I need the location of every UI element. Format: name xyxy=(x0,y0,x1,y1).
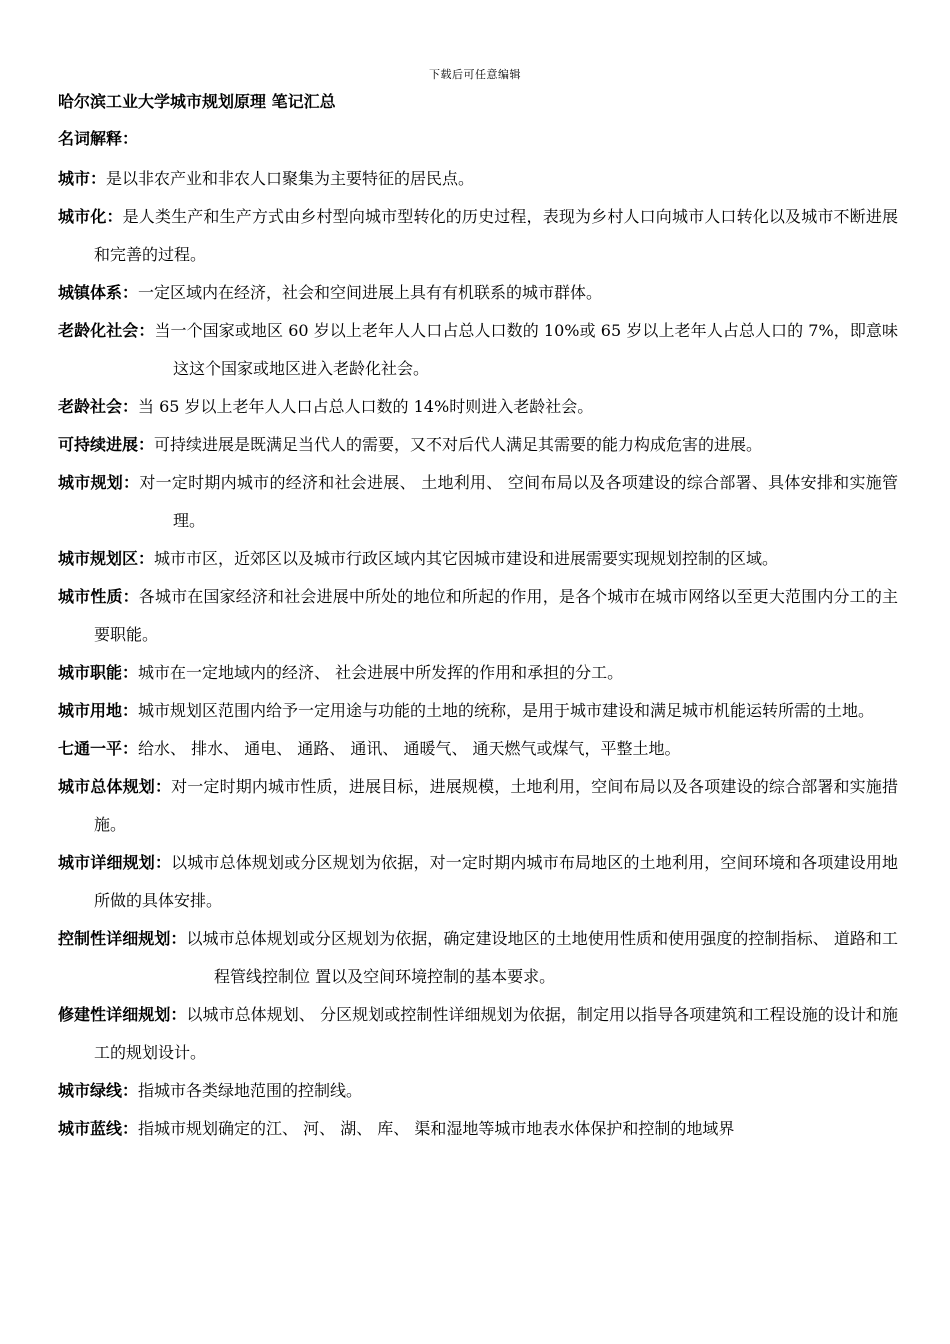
definition-text: 是人类生产和生产方式由乡村型向城市型转化的历史过程，表现为乡村人口向城市人口转化以及城市不断进展和完善的过程。 xyxy=(94,207,898,264)
definition-term: 老龄社会： xyxy=(58,397,139,416)
definition-entry xyxy=(58,578,898,654)
definition-text: 可持续进展是既满足当代人的需要，又不对后代人满足其需要的能力构成危害的进展。 xyxy=(154,435,763,454)
definition-text: 给水、 排水、 通电、 通路、 通讯、 通暖气、 通天燃气或煤气，平整土地。 xyxy=(138,739,681,758)
definition-term: 城市性质： xyxy=(58,587,139,606)
definition-entry xyxy=(58,1110,898,1148)
definition-text: 对一定时期内城市的经济和社会进展、 土地利用、 空间布局以及各项建设的综合部署、具体安排和实施管理。 xyxy=(139,473,898,530)
document-title: 哈尔滨工业大学城市规划原理 笔记汇总 xyxy=(58,92,336,111)
definition-term: 城市规划： xyxy=(58,473,140,492)
definition-entry xyxy=(58,920,898,996)
definition-entry xyxy=(58,692,898,730)
definition-text: 以城市总体规划或分区规划为依据，确定建设地区的土地使用性质和使用强度的控制指标、 道路和工程管线控制位 置以及空间环境控制的基本要求。 xyxy=(186,929,898,986)
definition-text: 当 65 岁以上老年人人口占总人口数的 14%时则进入老龄社会。 xyxy=(138,397,594,416)
definition-entry xyxy=(58,540,898,578)
definition-text: 指城市规划确定的江、 河、 湖、 库、 渠和湿地等城市地表水体保护和控制的地域界 xyxy=(138,1119,735,1138)
definition-text: 城市规划区范围内给予一定用途与功能的土地的统称，是用于城市建设和满足城市机能运转所需的土地。 xyxy=(138,701,875,720)
definition-term: 城镇体系： xyxy=(58,283,139,302)
definition-term: 城市化： xyxy=(58,207,123,226)
definition-term: 七通一平： xyxy=(58,739,139,758)
definition-entry xyxy=(58,274,898,312)
definition-term: 城市职能： xyxy=(58,663,139,682)
definition-text: 对一定时期内城市性质，进展目标，进展规模，土地利用，空间布局以及各项建设的综合部署和实施措施。 xyxy=(94,777,898,834)
section-heading: 名词解释： xyxy=(58,129,139,148)
definition-term: 城市： xyxy=(58,169,107,188)
definition-text: 是以非农产业和非农人口聚集为主要特征的居民点。 xyxy=(106,169,475,188)
definition-term: 可持续进展： xyxy=(58,435,155,454)
definition-term: 老龄化社会： xyxy=(58,321,155,340)
definition-term: 城市绿线： xyxy=(58,1081,139,1100)
definition-term: 城市蓝线： xyxy=(58,1119,139,1138)
definition-term: 城市规划区： xyxy=(58,549,155,568)
definition-entry xyxy=(58,312,898,388)
definition-entry xyxy=(58,160,898,198)
header-note: 下载后可任意编辑 xyxy=(429,68,521,81)
definition-entry xyxy=(58,198,898,274)
definition-entry xyxy=(58,1072,898,1110)
definition-entry xyxy=(58,654,898,692)
definition-text: 各城市在国家经济和社会进展中所处的地位和所起的作用，是各个城市在城市网络以至更大范围内分工的主要职能。 xyxy=(94,587,898,644)
definition-entry xyxy=(58,996,898,1072)
definition-text: 当一个国家或地区 60 岁以上老年人人口占总人口数的 10%或 65 岁以上老年人占总人口的 7%，即意味这这个国家或地区进入老龄化社会。 xyxy=(154,321,898,378)
definition-text: 城市市区，近郊区以及城市行政区域内其它因城市建设和进展需要实现规划控制的区域。 xyxy=(154,549,779,568)
definition-entry xyxy=(58,464,898,540)
definition-term: 城市详细规划： xyxy=(58,853,172,872)
definition-entry xyxy=(58,426,898,464)
definition-term: 城市总体规划： xyxy=(58,777,172,796)
definition-term: 城市用地： xyxy=(58,701,139,720)
definition-entry xyxy=(58,844,898,920)
definition-text: 指城市各类绿地范围的控制线。 xyxy=(138,1081,363,1100)
definition-text: 以城市总体规划或分区规划为依据，对一定时期内城市布局地区的土地利用，空间环境和各项建设用地所做的具体安排。 xyxy=(94,853,898,910)
definition-list xyxy=(58,160,898,1148)
definition-entry xyxy=(58,388,898,426)
definition-text: 一定区域内在经济，社会和空间进展上具有有机联系的城市群体。 xyxy=(138,283,603,302)
definition-text: 城市在一定地域内的经济、 社会进展中所发挥的作用和承担的分工。 xyxy=(138,663,624,682)
definition-text: 以城市总体规划、 分区规划或控制性详细规划为依据，制定用以指导各项建筑和工程设施的设计和施工的规划设计。 xyxy=(94,1005,898,1062)
definition-entry xyxy=(58,768,898,844)
definition-term: 修建性详细规划： xyxy=(58,1005,187,1024)
definition-term: 控制性详细规划： xyxy=(58,929,187,948)
definition-entry xyxy=(58,730,898,768)
